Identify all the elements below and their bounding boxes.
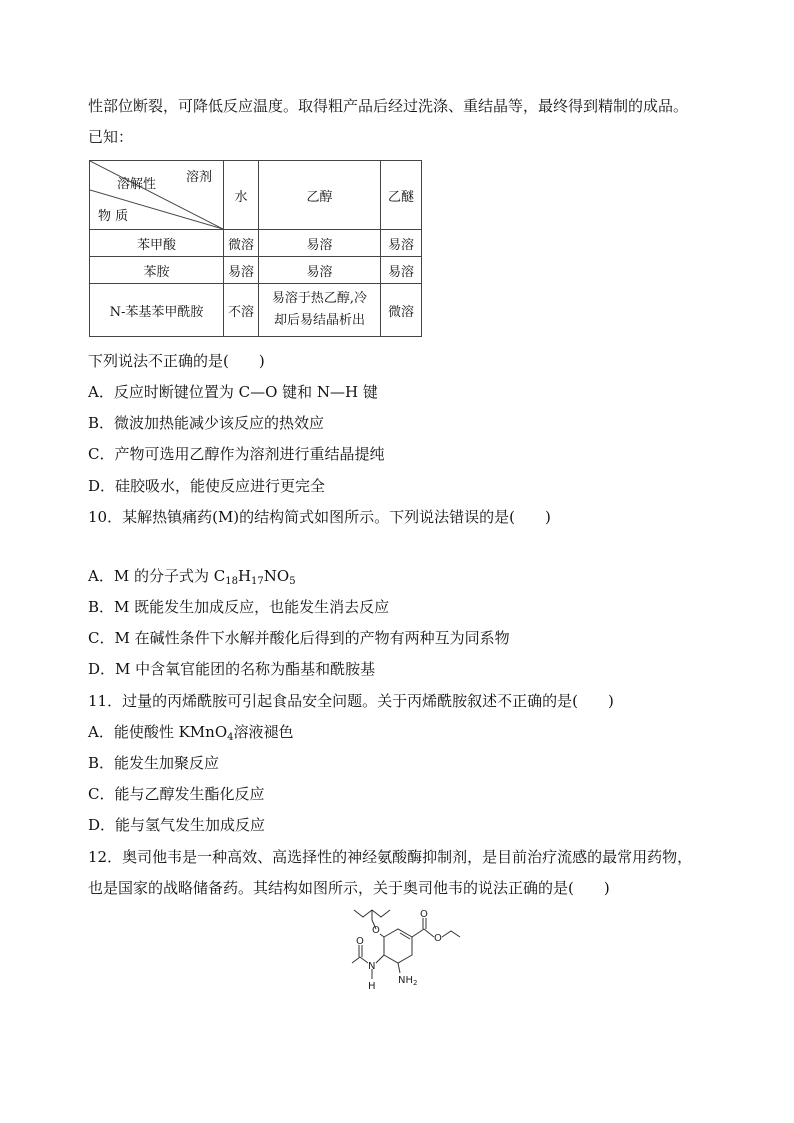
q11-option-a [88, 722, 294, 748]
solubility-table [89, 160, 422, 337]
cell-ethanol-line-2: 却后易结晶析出 [273, 313, 365, 328]
q10-option-d: D．M 中含氧官能团的名称为酯基和酰胺基 [88, 660, 376, 678]
cell-ethanol: 易溶 [259, 257, 381, 284]
row-name: 苯甲酸 [90, 230, 224, 257]
corner-solvent-label: 溶剂 [186, 170, 213, 185]
subscript: 5 [289, 576, 296, 587]
q12-line-1: 12．奥司他韦是一种高效、高选择性的神经氨酸酶抑制剂，是目前治疗流感的最常用药物， [88, 848, 693, 866]
table-row [90, 230, 422, 257]
atom-n: N [368, 961, 376, 972]
q11-stem: 11．过量的丙烯酰胺可引起食品安全问题。关于丙烯酰胺叙述不正确的是( ) [88, 692, 614, 710]
cell-ether: 易溶 [381, 257, 422, 284]
row-name: 苯胺 [90, 257, 224, 284]
q9-option-d: D．硅胶吸水，能使反应进行更完全 [88, 477, 326, 495]
q11-option-c: C．能与乙醇发生酯化反应 [88, 785, 265, 803]
cell-ethanol-line-1: 易溶于热乙醇,冷 [271, 291, 368, 306]
table-row [90, 284, 422, 337]
cell-water: 易溶 [224, 257, 259, 284]
q10-a-text: A．M 的分子式为 C [88, 567, 226, 585]
cell-ether: 易溶 [381, 230, 422, 257]
intro-line-1: 性部位断裂，可降低反应温度。取得粗产品后经过洗涤、重结晶等，最终得到精制的成品。 [88, 97, 689, 115]
q11-option-b: B．能发生加聚反应 [88, 754, 220, 772]
subscript: 17 [251, 576, 264, 587]
atom-o-ether: O [372, 925, 380, 936]
header-ethanol: 乙醇 [259, 161, 381, 230]
q9-option-c: C．产物可选用乙醇作为溶剂进行重结晶提纯 [88, 445, 385, 463]
q10-stem: 10．某解热镇痛药(M)的结构简式如图所示。下列说法错误的是( ) [88, 508, 551, 526]
q11-option-d: D．能与氢气发生加成反应 [88, 816, 266, 834]
q10-option-c: C．M 在碱性条件下水解并酸化后得到的产物有两种互为同系物 [88, 629, 510, 647]
atom-h: H [368, 981, 376, 992]
amine-group [398, 975, 417, 987]
cell-ethanol: 易溶 [259, 230, 381, 257]
subscript: 18 [225, 576, 238, 587]
intro-line-2: 已知： [88, 128, 134, 146]
q10-a-text: NO [263, 567, 290, 585]
row-name: N-苯基苯甲酰胺 [90, 284, 224, 337]
subscript: 4 [227, 732, 234, 743]
header-water: 水 [224, 161, 259, 230]
q12-line-2: 也是国家的战略储备药。其结构如图所示，关于奥司他韦的说法正确的是( ) [88, 879, 610, 897]
amine-label: NH [398, 975, 413, 986]
oseltamivir-structure [346, 905, 486, 1005]
cell-ethanol [259, 284, 381, 337]
amine-subscript: 2 [413, 979, 418, 987]
q11-a-text: 溶液褪色 [233, 723, 294, 741]
atom-o-ester: O [434, 933, 442, 944]
cell-water: 不溶 [224, 284, 259, 337]
atom-o-carbonyl: O [420, 909, 428, 920]
q11-a-text: A．能使酸性 KMnO [88, 723, 228, 741]
cell-ether: 微溶 [381, 284, 422, 337]
header-ether: 乙醚 [381, 161, 422, 230]
corner-solubility-label: 溶解性 [117, 177, 157, 192]
cell-water: 微溶 [224, 230, 259, 257]
q9-option-a: A．反应时断键位置为 C—O 键和 N—H 键 [88, 383, 378, 401]
q10-option-b: B．M 既能发生加成反应，也能发生消去反应 [88, 598, 390, 616]
q10-option-a [88, 566, 296, 592]
atom-o-amide: O [356, 936, 364, 947]
q10-a-text: H [237, 567, 252, 585]
table-corner-cell [90, 161, 224, 230]
q9-stem: 下列说法不正确的是( ) [88, 352, 265, 370]
corner-substance-label: 物 质 [98, 209, 129, 224]
table-row [90, 257, 422, 284]
q9-option-b: B．微波加热能减少该反应的热效应 [88, 414, 325, 432]
